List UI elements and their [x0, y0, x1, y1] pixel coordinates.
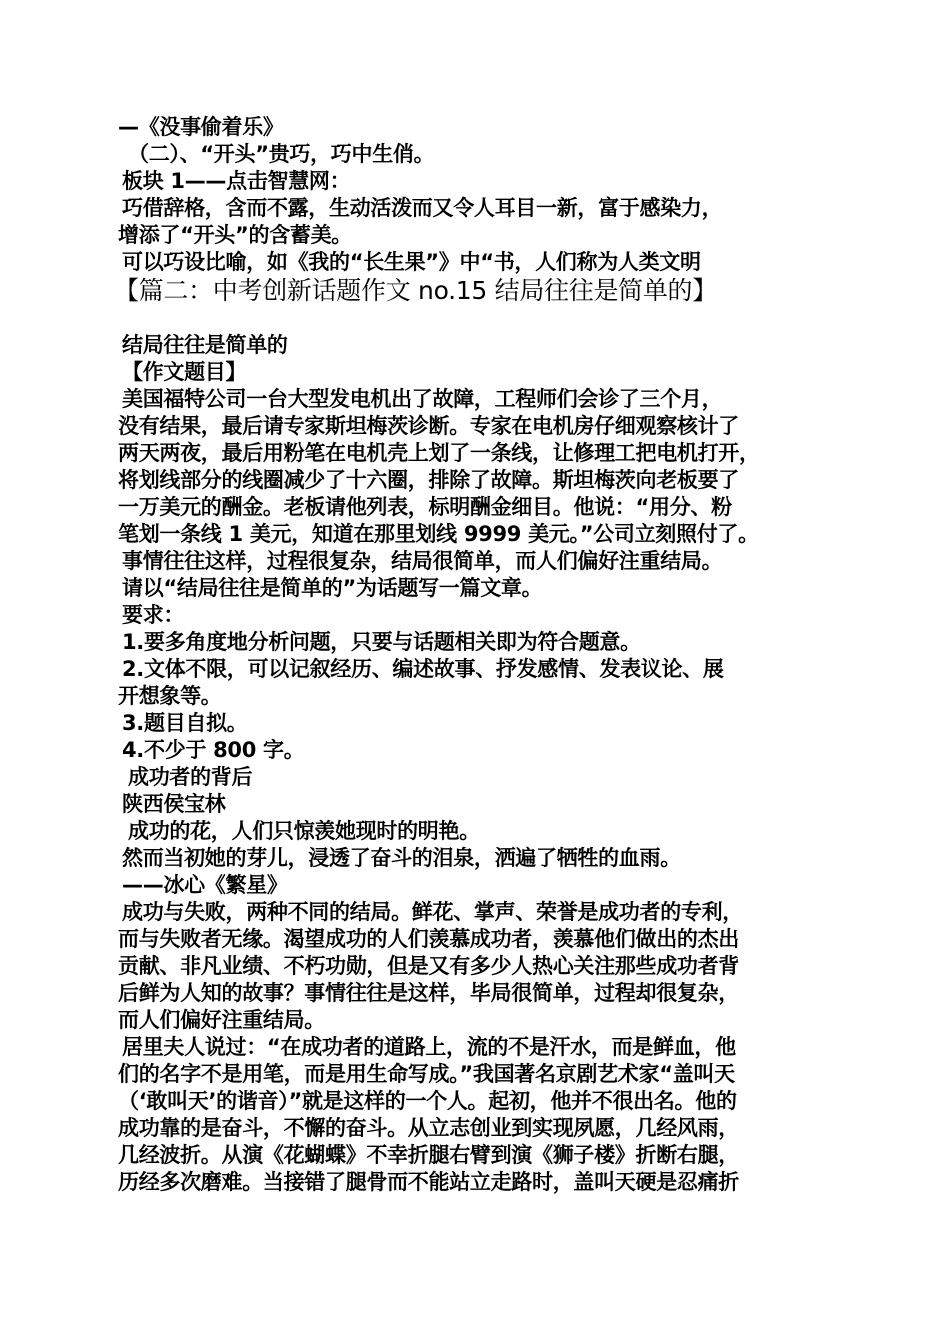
body-line: 美国福特公司一台大型发电机出了故障，工程师们会诊了三个月，	[122, 387, 723, 411]
document-content	[114, 114, 848, 1196]
intro-line-2: （二）、“开头”贵巧，巧中生俏。	[128, 142, 435, 166]
section-gap	[118, 306, 848, 332]
body-line: 没有结果，最后请专家斯坦梅茨诊断。专家在电机房仔细观察核计了	[118, 414, 739, 438]
body-line: 几经波折。从演《花蝴蝶》不幸折腿右臂到演《狮子楼》折断右腿，	[118, 1143, 739, 1167]
requirements-heading: 要求：	[122, 603, 185, 627]
body-line: 一万美元的酬金。老板请他列表，标明酬金细目。他说：“用分、粉	[118, 495, 732, 519]
requirement-item: 1.要多角度地分析问题，只要与话题相关即为符合题意。	[122, 630, 641, 654]
quote-attribution: ——冰心《繁星》	[122, 873, 288, 897]
sample-essay-author: 陕西侯宝林	[122, 792, 226, 816]
body-line: 笔划一条线 1 美元，知道在那里划线 9999 美元。”公司立刻照付了。	[118, 522, 759, 546]
intro-line-4: 巧借辞格，含而不露，生动活泼而又令人耳目一新，富于感染力，	[122, 196, 723, 220]
quote-line: 成功的花，人们只惊羡她现时的明艳。	[128, 819, 480, 843]
body-line: 将划线部分的线圈减少了十六圈，排除了故障。斯坦梅茨向老板要了	[118, 468, 739, 492]
requirement-item: 3.题目自拟。	[122, 711, 248, 735]
intro-line-6: 可以巧设比喻，如《我的“长生果”》中“书，人们称为人类文明	[122, 250, 701, 274]
body-line: 后鲜为人知的故事？事情往往是这样，毕局很简单，过程却很复杂，	[118, 981, 739, 1005]
requirement-item: 4.不少于 800 字。	[122, 738, 305, 762]
body-line: 贡献、非凡业绩、不朽功勋，但是又有多少人热心关注那些成功者背	[118, 954, 739, 978]
body-line: 历经多次磨难。当接错了腿骨而不能站立走路时，盖叫天硬是忍痛折	[118, 1170, 739, 1194]
requirement-item: 2.文体不限，可以记叙经历、编述故事、抒发感情、发表议论、展	[122, 657, 724, 681]
body-line: （‘敢叫天’的谐音）”就是这样的一个人。起初，他并不很出名。他的	[118, 1089, 737, 1113]
requirement-item-cont: 开想象等。	[118, 684, 222, 708]
body-line: 事情往往这样，过程很复杂，结局很简单，而人们偏好注重结局。	[122, 549, 723, 573]
intro-line-5: 增添了“开头”的含蓄美。	[118, 223, 353, 247]
quote-line: 然而当初她的芽儿，浸透了奋斗的泪泉，洒遍了牺牲的血雨。	[122, 846, 681, 870]
body-line: 两天两夜，最后用粉笔在电机壳上划了一条线，让修理工把电机打开，	[118, 441, 760, 465]
body-line: 成功与失败，两种不同的结局。鲜花、掌声、荣誉是成功者的专利，	[122, 900, 743, 924]
sample-essay-title: 成功者的背后	[128, 765, 253, 789]
intro-line-1: —《没事偷着乐》	[118, 115, 284, 139]
body-line: 请以“结局往往是简单的”为话题写一篇文章。	[122, 576, 543, 600]
body-line: 居里夫人说过：“在成功者的道路上，流的不是汗水，而是鲜血，他	[122, 1035, 736, 1059]
body-line: 们的名字不是用笔，而是用生命写成。”我国著名京剧艺术家“盖叫天	[118, 1062, 735, 1086]
intro-line-3: 板块 1——点击智慧网：	[122, 169, 351, 193]
topic-heading: 【作文题目】	[122, 360, 247, 384]
essay-title: 结局往往是简单的	[122, 333, 288, 357]
body-line: 成功靠的是奋斗，不懈的奋斗。从立志创业到实现夙愿，几经风雨，	[118, 1116, 739, 1140]
section-heading: 【篇二：中考创新话题作文 no.15 结局往往是简单的】	[114, 276, 717, 305]
body-line: 而与失败者无缘。渴望成功的人们羡慕成功者，羡慕他们做出的杰出	[118, 927, 739, 951]
body-line: 而人们偏好注重结局。	[118, 1008, 325, 1032]
